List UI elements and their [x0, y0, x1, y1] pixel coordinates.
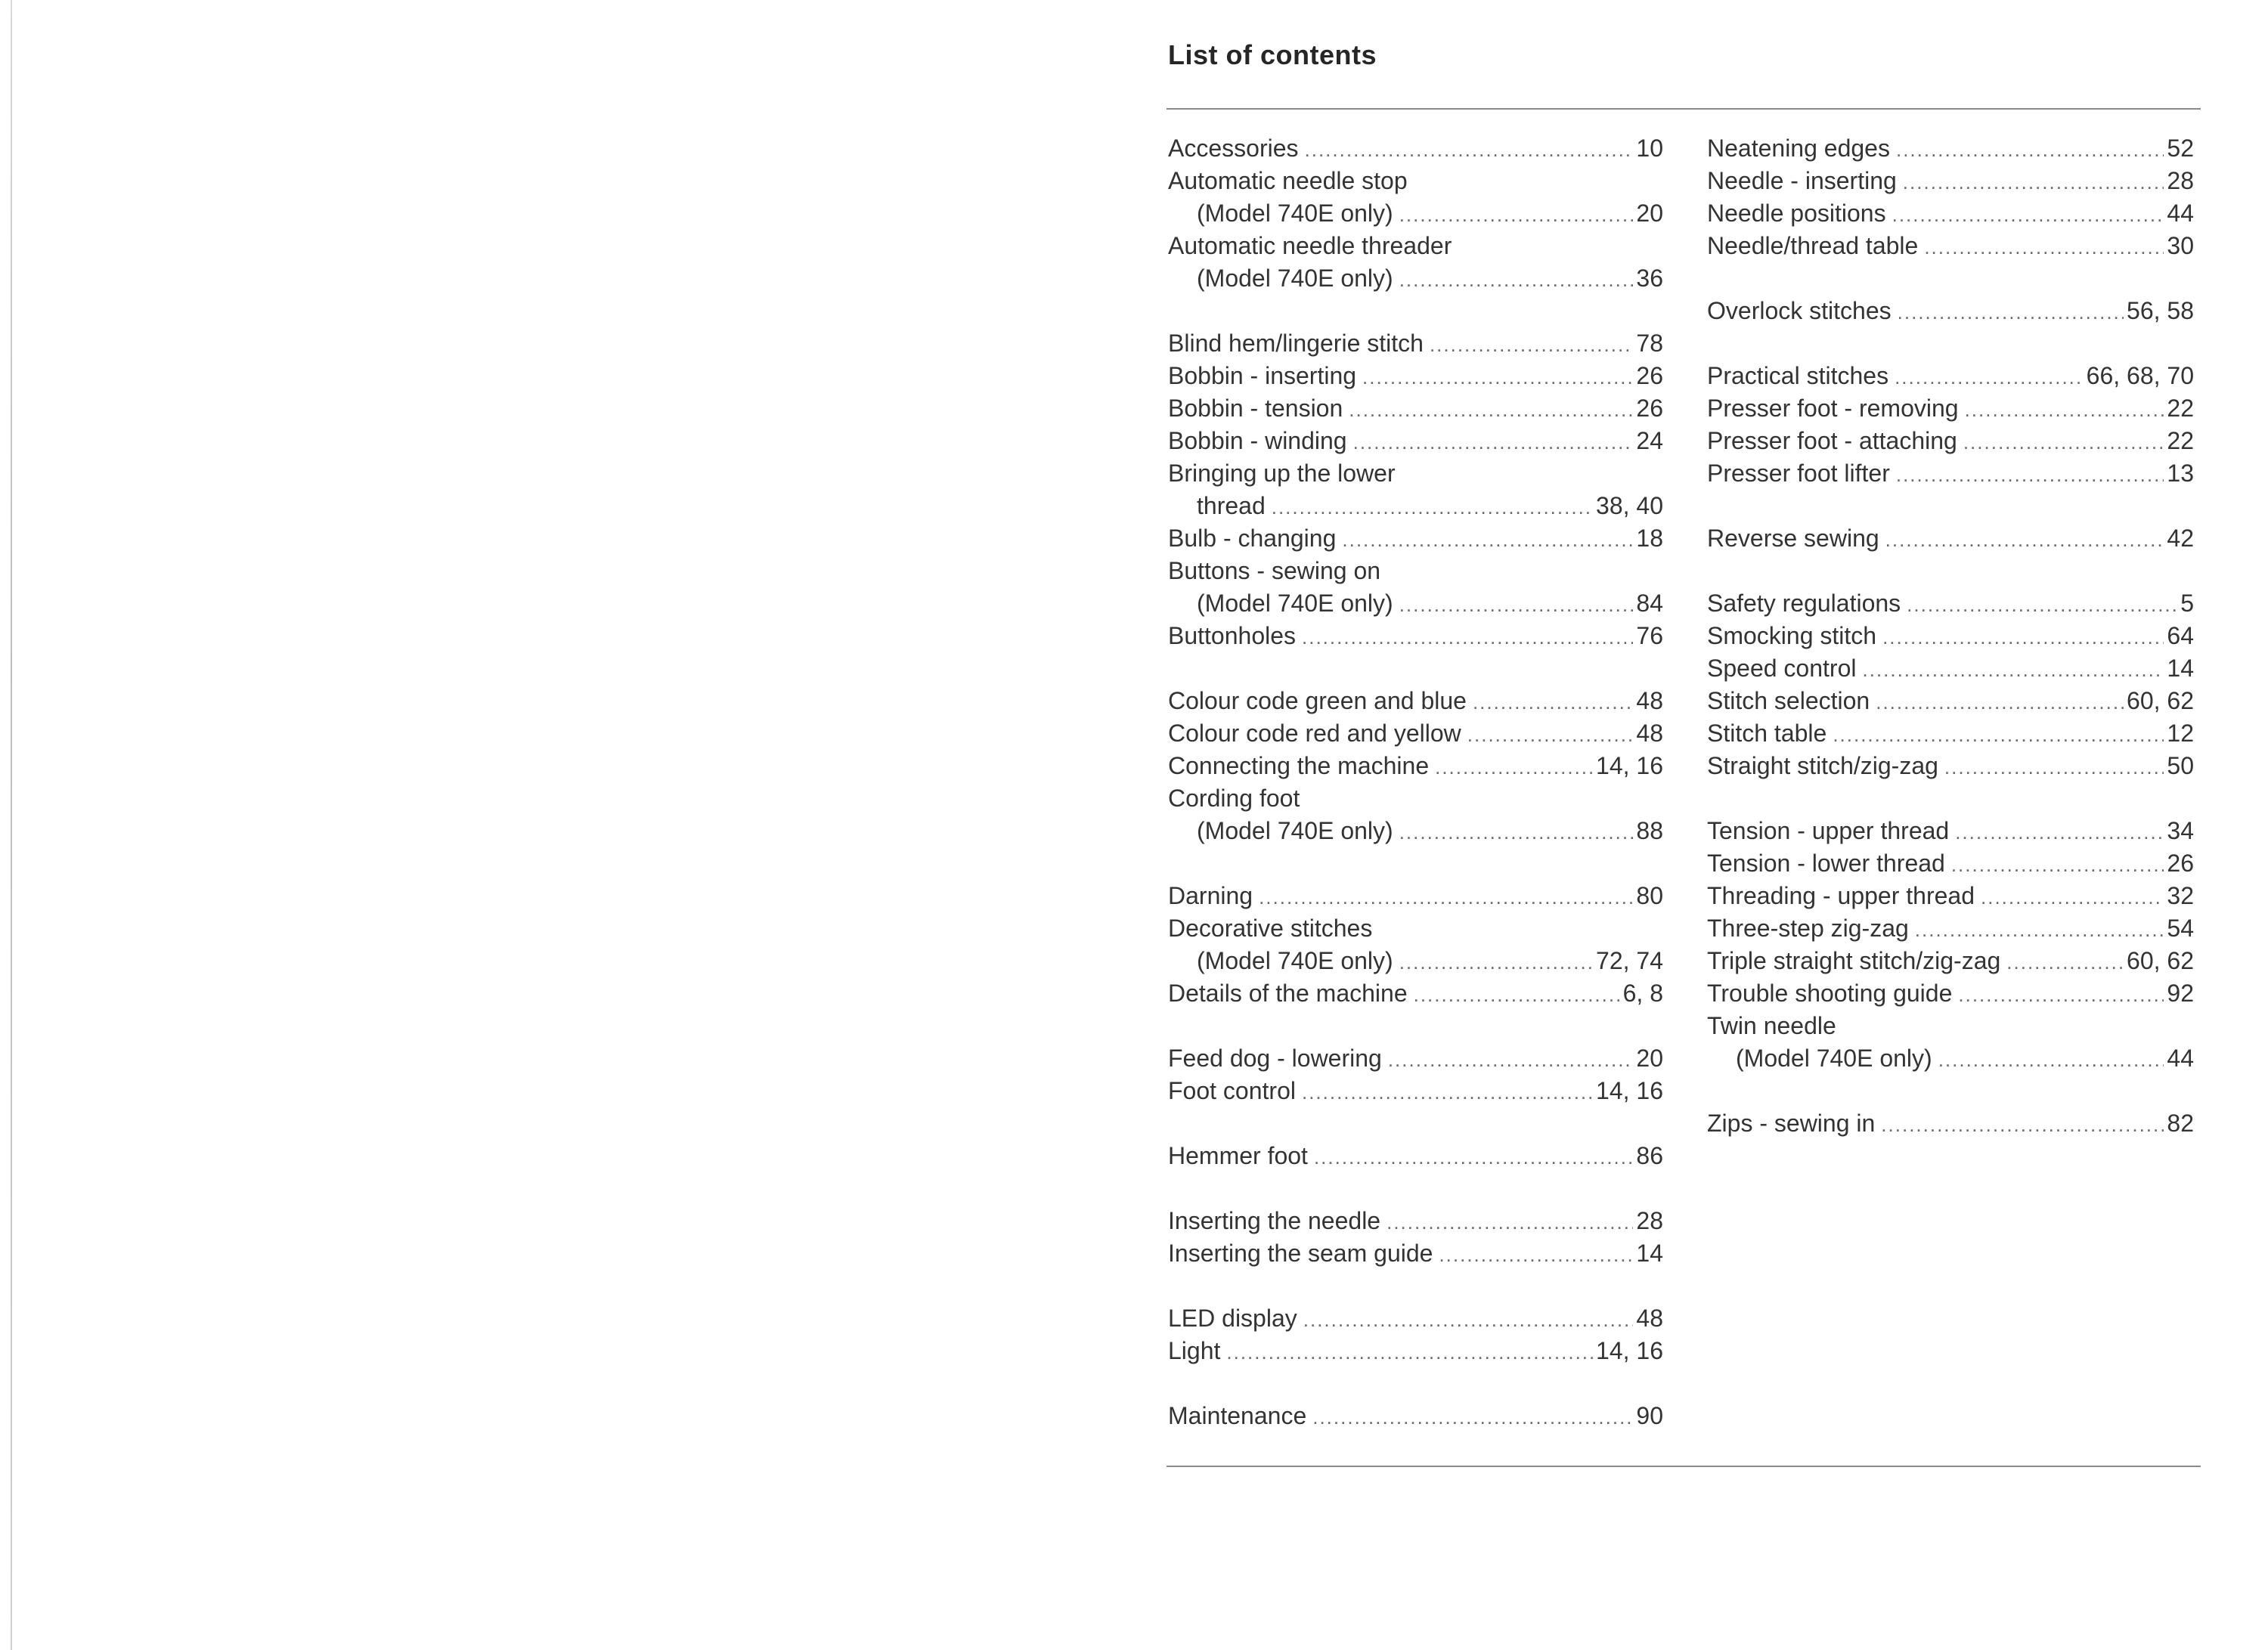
dot-leader	[1414, 979, 1620, 1011]
index-entry	[1168, 815, 1663, 847]
index-term: Overlock stitches	[1707, 297, 1892, 324]
dot-leader	[1881, 1109, 2164, 1141]
index-entry	[1707, 392, 2194, 425]
index-entry	[1707, 165, 2194, 197]
index-entry	[1707, 717, 2194, 750]
index-entry	[1707, 1010, 2194, 1042]
page-number: 84	[1636, 590, 1663, 617]
page-number: 12	[2167, 720, 2194, 747]
page-number: 28	[2167, 167, 2194, 194]
page-number: 34	[2167, 817, 2194, 844]
dot-leader	[1958, 979, 2164, 1011]
dot-leader	[1302, 1076, 1593, 1109]
page-number: 50	[2167, 752, 2194, 779]
index-term: Inserting the needle	[1168, 1207, 1381, 1234]
page-number: 44	[2167, 200, 2194, 227]
page-number: 38, 40	[1596, 492, 1663, 519]
page-number: 22	[2167, 395, 2194, 422]
index-term: Colour code red and yellow	[1168, 720, 1461, 747]
index-term: Foot control	[1168, 1077, 1296, 1104]
index-entry	[1168, 555, 1663, 587]
index-column-right	[1707, 132, 2194, 1140]
index-term: Stitch selection	[1707, 687, 1870, 714]
index-term: Decorative stitches	[1168, 915, 1373, 942]
index-term: (Model 740E only)	[1197, 200, 1393, 227]
index-entry	[1707, 620, 2194, 652]
page-number: 92	[2167, 980, 2194, 1007]
index-entry	[1168, 197, 1663, 230]
dot-leader	[1938, 1044, 2164, 1076]
index-entry	[1707, 847, 2194, 880]
index-entry	[1707, 750, 2194, 782]
index-term: Presser foot - removing	[1707, 395, 1959, 422]
index-entry	[1168, 1237, 1663, 1270]
index-entry	[1168, 262, 1663, 295]
index-entry	[1168, 1335, 1663, 1367]
index-entry	[1168, 587, 1663, 620]
dot-leader	[1898, 296, 2124, 329]
index-entry	[1707, 230, 2194, 262]
page-number: 14, 16	[1596, 752, 1663, 779]
page-number: 88	[1636, 817, 1663, 844]
dot-leader	[1907, 589, 2177, 621]
index-term: Cording foot	[1168, 785, 1300, 812]
page-number: 13	[2167, 460, 2194, 487]
dot-leader	[1353, 426, 1634, 459]
index-term: Threading - upper thread	[1707, 882, 1975, 909]
index-term: Stitch table	[1707, 720, 1827, 747]
index-term: Tension - lower thread	[1707, 850, 1945, 877]
index-term: Feed dog - lowering	[1168, 1045, 1382, 1072]
bottom-divider	[1167, 1466, 2201, 1467]
index-entry	[1168, 132, 1663, 165]
index-entry	[1707, 945, 2194, 977]
dot-leader	[1349, 394, 1633, 426]
dot-leader	[2006, 946, 2124, 979]
index-entry	[1707, 652, 2194, 685]
index-entry	[1168, 1205, 1663, 1237]
page-number: 18	[1636, 525, 1663, 552]
index-term: Buttons - sewing on	[1168, 557, 1381, 584]
page-number: 5	[2180, 590, 2194, 617]
index-entry	[1707, 977, 2194, 1010]
index-entry	[1707, 1107, 2194, 1140]
dot-leader	[1903, 166, 2164, 199]
dot-leader	[1915, 914, 2164, 946]
dot-leader	[1399, 816, 1634, 849]
page-number: 52	[2167, 135, 2194, 162]
page-number: 20	[1636, 1045, 1663, 1072]
page-number: 14	[2167, 655, 2194, 682]
page-number: 14, 16	[1596, 1337, 1663, 1364]
page-number: 64	[2167, 622, 2194, 649]
dot-leader	[1226, 1336, 1593, 1369]
index-entry	[1168, 1400, 1663, 1432]
index-term: Needle - inserting	[1707, 167, 1897, 194]
page-number: 54	[2167, 915, 2194, 942]
page-number: 26	[2167, 850, 2194, 877]
page-number: 14, 16	[1596, 1077, 1663, 1104]
dot-leader	[1272, 491, 1593, 524]
dot-leader	[1862, 654, 2164, 686]
index-term: Three-step zig-zag	[1707, 915, 1909, 942]
index-term: (Model 740E only)	[1197, 817, 1393, 844]
index-entry	[1168, 1140, 1663, 1172]
index-term: Tension - upper thread	[1707, 817, 1950, 844]
index-term: Connecting the machine	[1168, 752, 1430, 779]
page-edge-shadow	[11, 0, 12, 1650]
dot-leader	[1399, 264, 1634, 296]
page-number: 72, 74	[1596, 947, 1663, 974]
index-term: Colour code green and blue	[1168, 687, 1467, 714]
index-term: Zips - sewing in	[1707, 1110, 1876, 1137]
page-number: 66, 68, 70	[2086, 362, 2194, 389]
index-term: Automatic needle stop	[1168, 167, 1408, 194]
dot-leader	[1362, 361, 1633, 394]
index-entry	[1707, 132, 2194, 165]
index-term: Speed control	[1707, 655, 1857, 682]
index-term: LED display	[1168, 1305, 1297, 1332]
dot-leader	[1892, 199, 2164, 231]
page-number: 22	[2167, 427, 2194, 454]
top-divider	[1167, 108, 2201, 110]
index-term: (Model 740E only)	[1197, 265, 1393, 292]
page-number: 30	[2167, 232, 2194, 259]
index-entry	[1707, 360, 2194, 392]
index-term: Presser foot - attaching	[1707, 427, 1957, 454]
dot-leader	[1435, 751, 1593, 784]
page-number: 26	[1636, 362, 1663, 389]
index-term: Straight stitch/zig-zag	[1707, 752, 1938, 779]
index-entry	[1168, 522, 1663, 555]
index-entry	[1168, 1302, 1663, 1335]
page-number: 82	[2167, 1110, 2194, 1137]
index-term: Bobbin - inserting	[1168, 362, 1357, 389]
index-entry	[1707, 815, 2194, 847]
index-entry	[1707, 1042, 2194, 1075]
index-column-left	[1168, 132, 1663, 1432]
dot-leader	[1833, 719, 2164, 751]
page-number: 36	[1636, 265, 1663, 292]
dot-leader	[1963, 426, 2164, 459]
index-term: Needle positions	[1707, 200, 1886, 227]
index-entry	[1168, 750, 1663, 782]
dot-leader	[1399, 589, 1634, 621]
page-number: 76	[1636, 622, 1663, 649]
page-number: 26	[1636, 395, 1663, 422]
page-number: 80	[1636, 882, 1663, 909]
page-number: 28	[1636, 1207, 1663, 1234]
index-entry	[1168, 717, 1663, 750]
index-term: Inserting the seam guide	[1168, 1240, 1433, 1267]
index-entry	[1168, 1042, 1663, 1075]
dot-leader	[1302, 621, 1633, 654]
dot-leader	[1259, 881, 1633, 914]
page-number: 48	[1636, 1305, 1663, 1332]
index-term: thread	[1197, 492, 1266, 519]
index-entry	[1168, 685, 1663, 717]
dot-leader	[1342, 524, 1633, 556]
index-entry	[1707, 295, 2194, 327]
index-term: Practical stitches	[1707, 362, 1889, 389]
page-number: 42	[2167, 525, 2194, 552]
index-entry	[1707, 912, 2194, 945]
dot-leader	[1303, 1304, 1634, 1336]
index-entry	[1168, 912, 1663, 945]
dot-leader	[1312, 1401, 1633, 1434]
page-number: 24	[1636, 427, 1663, 454]
dot-leader	[1314, 1141, 1633, 1174]
index-term: Safety regulations	[1707, 590, 1901, 617]
contents-page	[1134, 0, 2268, 1650]
dot-leader	[1439, 1239, 1633, 1271]
dot-leader	[1387, 1206, 1633, 1239]
index-entry	[1168, 490, 1663, 522]
index-entry	[1707, 197, 2194, 230]
dot-leader	[1876, 686, 2124, 719]
index-term: Smocking stitch	[1707, 622, 1877, 649]
page-number: 32	[2167, 882, 2194, 909]
page-number: 10	[1636, 135, 1663, 162]
index-term: (Model 740E only)	[1197, 947, 1393, 974]
page-number: 48	[1636, 687, 1663, 714]
index-term: Maintenance	[1168, 1402, 1307, 1429]
index-entry	[1168, 392, 1663, 425]
page-number: 90	[1636, 1402, 1663, 1429]
dot-leader	[1399, 946, 1593, 979]
index-term: Automatic needle threader	[1168, 232, 1452, 259]
index-term: Accessories	[1168, 135, 1299, 162]
dot-leader	[1399, 199, 1634, 231]
dot-leader	[1885, 524, 2164, 556]
dot-leader	[1981, 881, 2164, 914]
page-title: List of contents	[1168, 39, 1377, 70]
index-term: Buttonholes	[1168, 622, 1297, 649]
dot-leader	[1896, 459, 2164, 491]
dot-leader	[1467, 719, 1634, 751]
index-term: Bringing up the lower	[1168, 460, 1396, 487]
dot-leader	[1388, 1044, 1634, 1076]
index-entry	[1168, 977, 1663, 1010]
index-entry	[1707, 880, 2194, 912]
index-term: Presser foot lifter	[1707, 460, 1890, 487]
index-term: Bobbin - winding	[1168, 427, 1347, 454]
page-number: 78	[1636, 330, 1663, 357]
page-number: 48	[1636, 720, 1663, 747]
index-term: Details of the machine	[1168, 980, 1408, 1007]
index-term: (Model 740E only)	[1736, 1045, 1932, 1072]
dot-leader	[1882, 621, 2164, 654]
index-term: Triple straight stitch/zig-zag	[1707, 947, 2001, 974]
dot-leader	[1944, 751, 2164, 784]
page-number: 14	[1636, 1240, 1663, 1267]
index-term: Needle/thread table	[1707, 232, 1919, 259]
page-number: 60, 62	[2127, 947, 2194, 974]
dot-leader	[1951, 849, 2164, 881]
dot-leader	[1965, 394, 2164, 426]
index-entry	[1168, 457, 1663, 490]
index-entry	[1168, 425, 1663, 457]
dot-leader	[1896, 134, 2164, 166]
dot-leader	[1430, 329, 1633, 361]
index-term: Bulb - changing	[1168, 525, 1337, 552]
index-entry	[1707, 685, 2194, 717]
page-number: 6, 8	[1622, 980, 1663, 1007]
index-entry	[1168, 1075, 1663, 1107]
dot-leader	[1924, 231, 2164, 264]
index-term: Blind hem/lingerie stitch	[1168, 330, 1424, 357]
page-number: 56, 58	[2127, 297, 2194, 324]
page-number: 60, 62	[2127, 687, 2194, 714]
index-term: Light	[1168, 1337, 1221, 1364]
index-entry	[1168, 782, 1663, 815]
index-entry	[1168, 620, 1663, 652]
index-entry	[1707, 587, 2194, 620]
index-entry	[1707, 522, 2194, 555]
page-number: 86	[1636, 1142, 1663, 1169]
index-entry	[1707, 425, 2194, 457]
index-term: Trouble shooting guide	[1707, 980, 1953, 1007]
page-number: 20	[1636, 200, 1663, 227]
index-entry	[1168, 360, 1663, 392]
index-entry	[1168, 230, 1663, 262]
dot-leader	[1473, 686, 1633, 719]
index-term: Darning	[1168, 882, 1253, 909]
index-entry	[1168, 880, 1663, 912]
dot-leader	[1955, 816, 2164, 849]
index-term: Bobbin - tension	[1168, 395, 1343, 422]
index-term: Hemmer foot	[1168, 1142, 1308, 1169]
index-term: Twin needle	[1707, 1012, 1836, 1039]
index-term: Neatening edges	[1707, 135, 1890, 162]
index-entry	[1168, 327, 1663, 360]
index-entry	[1707, 457, 2194, 490]
index-entry	[1168, 165, 1663, 197]
dot-leader	[1895, 361, 2084, 394]
index-term: (Model 740E only)	[1197, 590, 1393, 617]
index-term: Reverse sewing	[1707, 525, 1879, 552]
dot-leader	[1305, 134, 1634, 166]
page-number: 44	[2167, 1045, 2194, 1072]
index-entry	[1168, 945, 1663, 977]
